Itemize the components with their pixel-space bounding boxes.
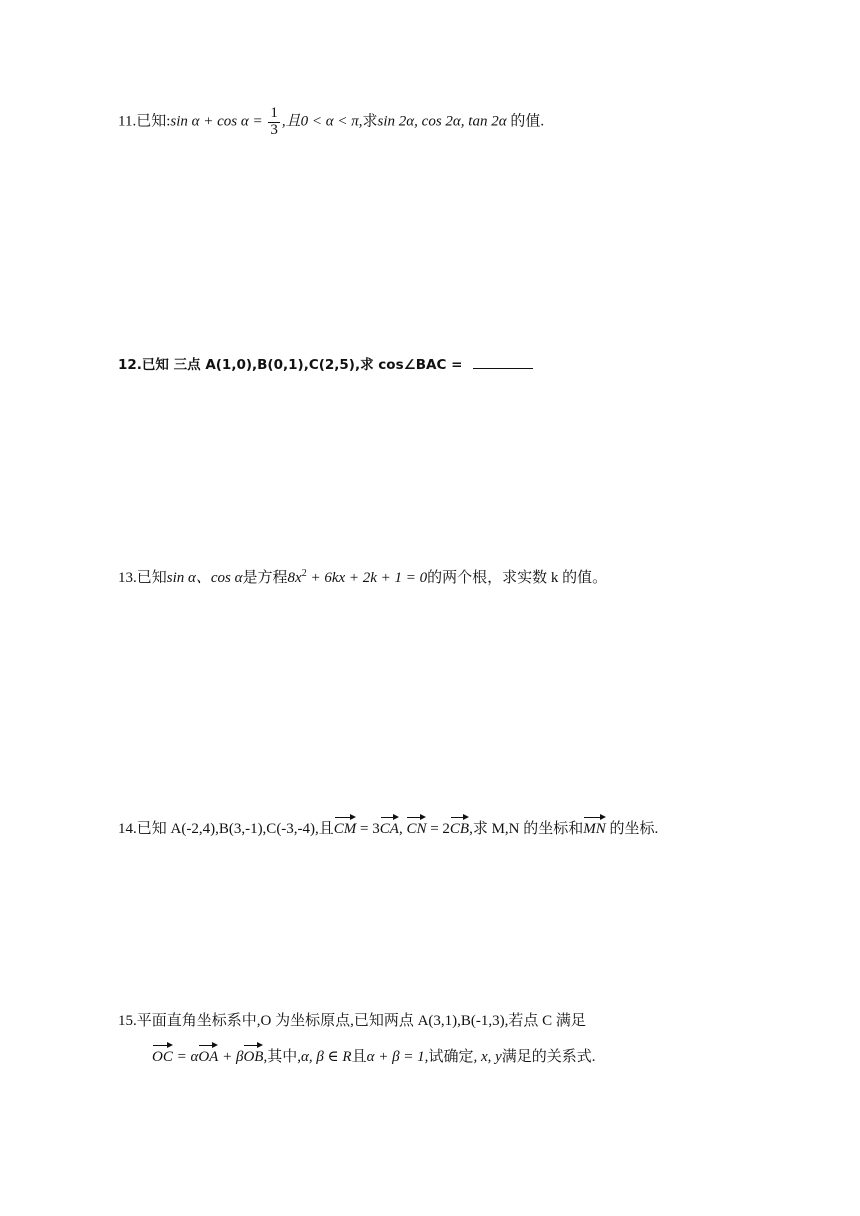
q14-eq2: = 2 xyxy=(426,821,450,837)
q15-plus: + β xyxy=(218,1049,244,1065)
q15-mid2: 且 xyxy=(351,1049,367,1065)
q11-fraction-denominator: 3 xyxy=(270,121,278,138)
q14-lead: 14.已知 A(-2,4),B(3,-1),C(-3,-4),且 xyxy=(118,821,334,837)
q15-eq: = α xyxy=(172,1049,199,1065)
q13-equation-rest: + 6kx + 2k + 1 = 0 xyxy=(306,570,428,586)
q15-mid3: 试确定 xyxy=(428,1049,474,1065)
q15-mid1: ,其中, xyxy=(263,1049,301,1065)
q15-formula-sum: α + β = 1, xyxy=(366,1049,429,1065)
question-12 xyxy=(118,356,533,373)
q14-comma: , xyxy=(398,821,407,837)
q14-vector-cb: CB xyxy=(450,815,469,838)
q11-tail: 的值. xyxy=(506,113,545,130)
q13-lead: 已知 xyxy=(136,570,167,586)
q13-mid: 是方程 xyxy=(242,570,288,586)
q15-vector-oc: OC xyxy=(152,1043,173,1066)
q12-answer-blank xyxy=(473,356,533,369)
q11-fraction xyxy=(268,106,280,139)
q13-equation-base: 8x xyxy=(287,570,302,586)
q13-number: 13. xyxy=(118,570,137,586)
q11-condition: ,且0 < α < π, xyxy=(281,113,363,130)
q11-targets: sin 2α, cos 2α, tan 2α xyxy=(377,113,507,130)
q14-vector-cn: CN xyxy=(406,815,426,838)
q11-number: 11. xyxy=(118,113,137,130)
question-11 xyxy=(118,106,544,139)
q14-tail: 的坐标. xyxy=(605,821,659,837)
question-15-line-1 xyxy=(118,1012,586,1030)
q11-lead: 已知: xyxy=(136,113,171,130)
question-14 xyxy=(118,815,658,838)
q14-eq1: = 3 xyxy=(356,821,380,837)
q14-vector-ca: CA xyxy=(380,815,399,838)
q15-tail: 满足的关系式. xyxy=(501,1049,596,1065)
q15-formula-xy: , x, y xyxy=(473,1049,502,1065)
q14-mid: ,求 M,N 的坐标和 xyxy=(469,821,584,837)
q15-line1: 15.平面直角坐标系中,O 为坐标原点,已知两点 A(3,1),B(-1,3),若点 C 满足 xyxy=(118,1013,586,1029)
question-13 xyxy=(118,569,607,587)
q15-vector-ob: OB xyxy=(243,1043,263,1066)
q13-tail: 的两个根，求实数 k 的值。 xyxy=(427,570,608,586)
q13-roots: sin α、cos α xyxy=(166,570,243,586)
q11-formula-lhs: sin α + cos α = xyxy=(170,113,267,130)
question-15-line-2 xyxy=(152,1043,596,1066)
q11-ask: 求 xyxy=(362,113,378,130)
q14-vector-mn: MN xyxy=(583,815,606,838)
q13-equation-exponent: 2 xyxy=(301,568,307,579)
q15-vector-oa: OA xyxy=(198,1043,218,1066)
q15-formula-domain: α, β ∈ R xyxy=(300,1049,352,1065)
q14-vector-cm: CM xyxy=(334,815,357,838)
q12-text: 12.已知 三点 A(1,0),B(0,1),C(2,5),求 cos∠BAC = xyxy=(118,357,468,373)
q11-fraction-numerator: 1 xyxy=(270,105,278,121)
